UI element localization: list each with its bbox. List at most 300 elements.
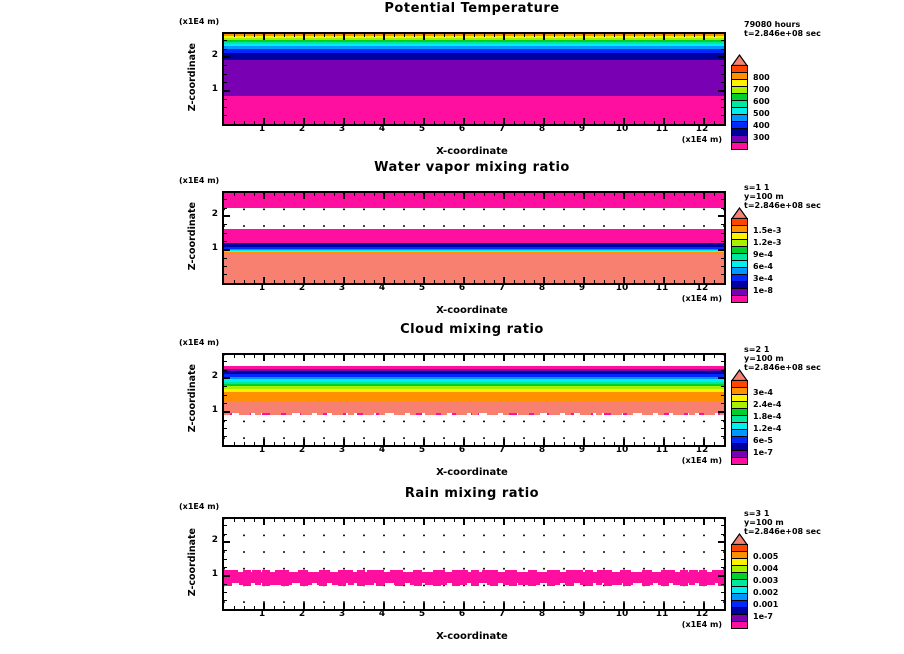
z-axis-tick xyxy=(224,215,230,217)
x-axis-tick xyxy=(674,280,675,283)
x-axis-tick xyxy=(484,121,485,124)
z-axis-tick xyxy=(721,361,724,362)
x-tick-label: 3 xyxy=(338,124,346,134)
z-axis-tick xyxy=(721,370,724,371)
x-axis-tick xyxy=(354,193,355,196)
x-axis-tick xyxy=(334,193,335,196)
z-axis-label: Z-coordinate xyxy=(186,527,198,597)
x-axis-tick xyxy=(383,193,385,199)
x-tick-label: 9 xyxy=(578,283,586,293)
z-axis-tick xyxy=(224,370,227,371)
z-axis-tick xyxy=(721,199,724,200)
z-axis-tick xyxy=(224,49,227,50)
x-axis-tick xyxy=(583,519,585,525)
z-axis-tick xyxy=(718,249,724,251)
x-axis-tick xyxy=(684,442,685,445)
x-tick-label: 9 xyxy=(578,445,586,455)
contour-layer xyxy=(224,253,724,283)
x-axis-tick xyxy=(383,34,385,40)
x-axis-tick xyxy=(374,193,375,196)
x-axis-tick xyxy=(423,34,425,40)
x-axis-tick xyxy=(684,355,685,358)
x-axis-tick xyxy=(364,280,365,283)
x-axis-tick xyxy=(714,442,715,445)
contour-layer xyxy=(224,38,724,40)
z-axis-tick xyxy=(224,233,227,234)
z-axis-tick xyxy=(224,224,227,225)
x-tick-label: 4 xyxy=(378,283,386,293)
x-axis-tick xyxy=(383,519,385,525)
x-axis-tick xyxy=(703,34,705,40)
x-axis-tick xyxy=(574,34,575,37)
contour-layer xyxy=(224,42,724,44)
x-axis-tick xyxy=(543,355,545,361)
x-axis-tick xyxy=(614,193,615,196)
x-axis-tick xyxy=(564,34,565,37)
x-axis-tick xyxy=(343,355,345,361)
x-axis-tick xyxy=(354,355,355,358)
x-axis-tick xyxy=(364,34,365,37)
x-axis-tick xyxy=(474,34,475,37)
x-axis-tick xyxy=(383,355,385,361)
colorbar-tick-label: 3e-4 xyxy=(753,274,773,283)
z-axis-unit-label: (x1E4 m) xyxy=(179,176,220,185)
x-axis-tick xyxy=(554,606,555,609)
x-axis-tick xyxy=(524,519,525,522)
x-axis-tick xyxy=(454,355,455,358)
x-tick-label: 7 xyxy=(498,124,506,134)
plot-area xyxy=(222,517,726,611)
x-axis-tick xyxy=(284,442,285,445)
contour-layer xyxy=(224,369,724,371)
z-axis-label: Z-coordinate xyxy=(186,201,198,271)
z-axis-tick xyxy=(224,74,227,75)
x-axis-tick xyxy=(543,519,545,525)
x-axis-tick xyxy=(634,442,635,445)
x-axis-tick xyxy=(714,355,715,358)
x-axis-tick xyxy=(423,355,425,361)
z-axis-tick xyxy=(224,266,227,267)
x-axis-tick xyxy=(543,193,545,199)
x-axis-tick xyxy=(604,606,605,609)
x-axis-tick xyxy=(594,606,595,609)
x-axis-tick xyxy=(274,121,275,124)
z-axis-tick xyxy=(721,436,724,437)
x-axis-tick xyxy=(663,193,665,199)
x-axis-tick xyxy=(444,34,445,37)
z-axis-tick xyxy=(721,107,724,108)
x-tick-label: 3 xyxy=(338,445,346,455)
x-axis-tick xyxy=(394,442,395,445)
x-axis-tick xyxy=(463,519,465,525)
contour-layer xyxy=(224,247,724,249)
colorbar-tick-label: 0.002 xyxy=(753,588,779,597)
annotation-line: y=100 m xyxy=(744,518,784,527)
colorbar-overflow-triangle xyxy=(731,369,748,381)
x-axis-tick xyxy=(404,280,405,283)
z-axis-unit-label: (x1E4 m) xyxy=(179,338,220,347)
z-axis-tick xyxy=(224,584,227,585)
panel-rain-mixing-ratio xyxy=(0,485,904,643)
x-axis-tick xyxy=(494,355,495,358)
x-axis-tick xyxy=(594,355,595,358)
x-axis-tick xyxy=(244,280,245,283)
x-axis-tick xyxy=(684,121,685,124)
x-tick-label: 5 xyxy=(418,124,426,134)
z-axis-label: Z-coordinate xyxy=(186,363,198,433)
x-axis-tick xyxy=(234,606,235,609)
z-tick-label: 2 xyxy=(211,50,218,61)
contour-layer xyxy=(224,371,724,374)
x-axis-tick xyxy=(434,280,435,283)
x-axis-tick xyxy=(543,34,545,40)
x-axis-tick xyxy=(484,519,485,522)
annotation-line: t=2.846e+08 sec xyxy=(744,201,821,210)
z-axis-tick xyxy=(721,274,724,275)
z-axis-label-wrap xyxy=(186,191,198,281)
x-axis-tick xyxy=(514,519,515,522)
z-tick-label: 1 xyxy=(211,568,218,579)
colorbar-tick-label: 300 xyxy=(753,133,770,142)
x-axis-tick xyxy=(714,193,715,196)
x-axis-tick xyxy=(254,34,255,37)
panel-title: Cloud mixing ratio xyxy=(400,322,544,337)
x-axis-tick xyxy=(404,34,405,37)
annotation-line: t=2.846e+08 sec xyxy=(744,363,821,372)
x-axis-tick xyxy=(294,355,295,358)
x-axis-tick xyxy=(503,34,505,40)
x-tick-label: 10 xyxy=(615,609,629,619)
colorbar-overflow-triangle xyxy=(731,533,748,545)
x-axis-tick xyxy=(463,193,465,199)
x-axis-tick xyxy=(654,355,655,358)
x-axis-tick xyxy=(654,193,655,196)
contour-layer xyxy=(224,572,724,583)
colorbar-tick-label: 1.2e-3 xyxy=(753,238,782,247)
x-axis-tick xyxy=(644,34,645,37)
x-axis-tick xyxy=(654,519,655,522)
contour-layer xyxy=(224,46,724,49)
x-axis-tick xyxy=(354,606,355,609)
z-axis-tick xyxy=(718,411,724,413)
x-axis-label: X-coordinate xyxy=(436,631,508,642)
z-axis-tick xyxy=(721,386,724,387)
x-axis-tick xyxy=(644,606,645,609)
x-axis-tick xyxy=(343,34,345,40)
x-axis-tick xyxy=(564,519,565,522)
x-axis-tick xyxy=(394,606,395,609)
x-tick-label: 8 xyxy=(538,283,546,293)
x-axis-tick xyxy=(554,193,555,196)
x-axis-tick xyxy=(274,519,275,522)
colorbar-overflow-triangle xyxy=(731,54,748,66)
x-axis-tick xyxy=(444,121,445,124)
x-axis-tick xyxy=(343,193,345,199)
x-axis-tick xyxy=(694,34,695,37)
contour-layer xyxy=(224,366,724,368)
x-axis-tick xyxy=(294,519,295,522)
contour-layer xyxy=(224,401,724,413)
x-tick-label: 1 xyxy=(258,283,266,293)
x-axis-tick xyxy=(514,280,515,283)
z-tick-label: 2 xyxy=(211,371,218,382)
x-tick-label: 4 xyxy=(378,609,386,619)
z-axis-tick xyxy=(721,428,724,429)
x-axis-tick xyxy=(314,519,315,522)
x-tick-label: 8 xyxy=(538,445,546,455)
x-axis-tick xyxy=(394,355,395,358)
z-axis-tick xyxy=(224,534,227,535)
x-axis-tick xyxy=(244,606,245,609)
z-axis-tick xyxy=(718,377,724,379)
colorbar-tick-label: 600 xyxy=(753,97,770,106)
x-axis-tick xyxy=(314,355,315,358)
x-axis-tick xyxy=(554,280,555,283)
x-axis-tick xyxy=(534,519,535,522)
x-axis-tick xyxy=(434,519,435,522)
x-axis-tick xyxy=(574,193,575,196)
x-axis-tick xyxy=(474,121,475,124)
x-axis-tick xyxy=(284,606,285,609)
colorbar-tick-label: 6e-4 xyxy=(753,262,773,271)
x-axis-tick xyxy=(474,355,475,358)
x-axis-tick xyxy=(414,193,415,196)
x-axis-tick xyxy=(623,355,625,361)
z-tick-label: 2 xyxy=(211,209,218,220)
z-axis-tick xyxy=(224,550,227,551)
x-tick-label: 10 xyxy=(615,124,629,134)
x-axis-label: X-coordinate xyxy=(436,146,508,157)
x-axis-tick xyxy=(514,193,515,196)
z-axis-tick xyxy=(721,584,724,585)
x-axis-tick xyxy=(524,193,525,196)
z-axis-tick xyxy=(721,224,724,225)
x-axis-tick xyxy=(324,34,325,37)
z-axis-tick xyxy=(721,65,724,66)
x-axis-tick xyxy=(334,355,335,358)
panel-cloud-mixing-ratio xyxy=(0,321,904,479)
x-tick-label: 2 xyxy=(298,283,306,293)
x-axis-tick xyxy=(354,280,355,283)
x-axis-tick xyxy=(294,34,295,37)
x-axis-tick xyxy=(364,121,365,124)
x-tick-label: 6 xyxy=(458,445,466,455)
x-tick-label: 12 xyxy=(695,445,709,455)
z-axis-tick xyxy=(224,241,227,242)
x-axis-tick xyxy=(604,519,605,522)
x-axis-tick xyxy=(274,606,275,609)
x-axis-label: X-coordinate xyxy=(436,467,508,478)
x-axis-tick xyxy=(463,34,465,40)
z-axis-tick xyxy=(224,541,230,543)
x-axis-tick xyxy=(444,193,445,196)
contour-layer xyxy=(224,386,724,389)
x-axis-tick xyxy=(324,193,325,196)
x-axis-tick xyxy=(703,355,705,361)
annotation-line: s=3 1 xyxy=(744,509,770,518)
x-axis-tick xyxy=(694,355,695,358)
x-axis-tick xyxy=(524,121,525,124)
contour-layer xyxy=(224,53,724,60)
colorbar-cell xyxy=(731,621,748,629)
contour-layer xyxy=(224,229,724,243)
z-axis-tick xyxy=(721,74,724,75)
x-axis-tick xyxy=(714,34,715,37)
x-axis-tick xyxy=(554,519,555,522)
x-tick-label: 10 xyxy=(615,445,629,455)
z-axis-tick xyxy=(721,525,724,526)
z-axis-tick xyxy=(224,428,227,429)
z-axis-tick xyxy=(721,592,724,593)
x-axis-tick xyxy=(634,519,635,522)
colorbar-tick-label: 1.5e-3 xyxy=(753,226,782,235)
x-axis-tick xyxy=(234,442,235,445)
colorbar-tick-label: 1.2e-4 xyxy=(753,424,782,433)
x-axis-tick xyxy=(644,280,645,283)
contour-layer xyxy=(224,44,724,46)
z-axis-tick xyxy=(718,541,724,543)
x-axis-tick xyxy=(284,34,285,37)
z-tick-label: 1 xyxy=(211,404,218,415)
x-axis-tick xyxy=(404,606,405,609)
colorbar-tick-label: 500 xyxy=(753,109,770,118)
x-axis-tick xyxy=(394,280,395,283)
z-axis-tick xyxy=(721,559,724,560)
x-axis-tick xyxy=(404,121,405,124)
x-axis-tick xyxy=(714,121,715,124)
colorbar xyxy=(731,54,791,150)
x-axis-tick xyxy=(614,519,615,522)
x-axis-tick xyxy=(674,193,675,196)
x-axis-tick xyxy=(244,519,245,522)
plot-area xyxy=(222,32,726,126)
z-axis-label-wrap xyxy=(186,32,198,122)
x-axis-tick xyxy=(484,606,485,609)
z-axis-unit-label: (x1E4 m) xyxy=(179,17,220,26)
x-axis-tick xyxy=(594,193,595,196)
x-axis-tick xyxy=(263,355,265,361)
x-axis-tick xyxy=(244,193,245,196)
x-axis-tick xyxy=(674,34,675,37)
x-axis-tick xyxy=(484,280,485,283)
z-axis-tick xyxy=(721,258,724,259)
x-axis-tick xyxy=(604,193,605,196)
x-axis-tick xyxy=(374,519,375,522)
x-axis-tick xyxy=(594,442,595,445)
x-tick-label: 11 xyxy=(655,283,669,293)
x-axis-tick xyxy=(714,606,715,609)
z-axis-tick xyxy=(721,49,724,50)
x-axis-tick xyxy=(674,442,675,445)
contour-layer xyxy=(224,392,724,400)
x-axis-tick xyxy=(494,193,495,196)
x-axis-tick xyxy=(434,355,435,358)
colorbar-tick-label: 0.005 xyxy=(753,552,779,561)
x-tick-label: 1 xyxy=(258,124,266,134)
x-tick-label: 5 xyxy=(418,445,426,455)
annotation-line: t=2.846e+08 sec xyxy=(744,29,821,38)
z-axis-tick xyxy=(224,592,227,593)
x-axis-tick xyxy=(634,193,635,196)
x-axis-tick xyxy=(514,34,515,37)
z-axis-label: Z-coordinate xyxy=(186,42,198,112)
colorbar xyxy=(731,369,791,465)
z-tick-label: 1 xyxy=(211,83,218,94)
x-axis-tick xyxy=(324,606,325,609)
x-axis-tick xyxy=(594,121,595,124)
x-axis-tick xyxy=(554,34,555,37)
x-axis-tick xyxy=(314,193,315,196)
x-axis-tick xyxy=(703,193,705,199)
z-axis-tick xyxy=(224,600,227,601)
z-axis-tick xyxy=(224,249,230,251)
contour-layer xyxy=(224,384,724,386)
z-axis-tick xyxy=(718,215,724,217)
x-tick-label: 7 xyxy=(498,445,506,455)
x-axis-tick xyxy=(444,280,445,283)
colorbar-tick-label: 800 xyxy=(753,73,770,82)
x-axis-label: X-coordinate xyxy=(436,305,508,316)
annotation-line: s=1 1 xyxy=(744,183,770,192)
x-tick-label: 3 xyxy=(338,283,346,293)
x-axis-tick xyxy=(454,519,455,522)
x-axis-tick xyxy=(564,121,565,124)
z-axis-tick xyxy=(718,575,724,577)
legend-annotation xyxy=(744,20,821,38)
x-axis-tick xyxy=(594,280,595,283)
x-axis-tick xyxy=(434,193,435,196)
panel-title: Rain mixing ratio xyxy=(404,486,540,501)
x-axis-unit-label: (x1E4 m) xyxy=(681,456,722,465)
colorbar-tick-label: 9e-4 xyxy=(753,250,773,259)
contour-layer xyxy=(224,377,724,379)
x-tick-label: 1 xyxy=(258,445,266,455)
x-tick-label: 7 xyxy=(498,283,506,293)
plot-area xyxy=(222,353,726,447)
x-axis-tick xyxy=(574,519,575,522)
x-axis-tick xyxy=(684,34,685,37)
x-axis-tick xyxy=(554,355,555,358)
x-axis-tick xyxy=(503,519,505,525)
x-axis-tick xyxy=(404,193,405,196)
z-axis-tick xyxy=(224,403,227,404)
x-axis-tick xyxy=(314,606,315,609)
x-axis-tick xyxy=(663,34,665,40)
z-axis-tick xyxy=(721,99,724,100)
x-axis-tick xyxy=(583,34,585,40)
x-axis-tick xyxy=(703,519,705,525)
x-axis-tick xyxy=(694,519,695,522)
x-axis-tick xyxy=(484,442,485,445)
colorbar-tick-label: 1.8e-4 xyxy=(753,412,782,421)
x-tick-label: 8 xyxy=(538,609,546,619)
x-axis-tick xyxy=(234,34,235,37)
contour-layer xyxy=(224,250,724,251)
x-axis-tick xyxy=(234,121,235,124)
z-axis-tick xyxy=(721,40,724,41)
x-axis-tick xyxy=(604,121,605,124)
x-axis-tick xyxy=(454,193,455,196)
x-axis-tick xyxy=(524,34,525,37)
ragged-edge xyxy=(224,570,724,573)
x-axis-tick xyxy=(674,121,675,124)
colorbar-tick-label: 3e-4 xyxy=(753,388,773,397)
x-tick-label: 9 xyxy=(578,609,586,619)
x-axis-tick xyxy=(463,355,465,361)
x-axis-tick xyxy=(234,519,235,522)
x-axis-tick xyxy=(594,34,595,37)
x-axis-tick xyxy=(364,519,365,522)
